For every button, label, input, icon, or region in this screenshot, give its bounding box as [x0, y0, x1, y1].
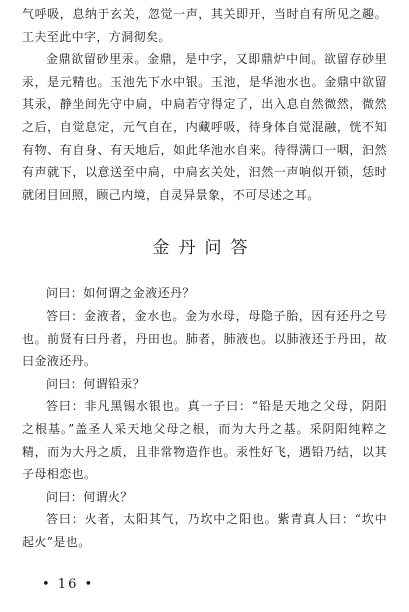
- qa-answer: 答曰：非凡黑锡水银也。真一子曰：“铅是天地之父母，阴阳之根基。”盖圣人采天地父母之根，而为大丹之基。采阴阳纯粹之精，而为大丹之质，且非常物造作也。汞性好飞，遇铅乃结，以其子母相恋也。: [22, 399, 387, 482]
- page-number: • 16 •: [42, 577, 95, 592]
- paragraph-golden-cauldron: 金鼎欲留砂里汞。金鼎，是中字，又即鼎炉中间。欲留存砂里汞，是元精也。玉池先下水中银。玉池，是华池水也。金鼎中欲留其汞，静坐间先守中扃，中扃若守得定了，出入息自然微然，微然之后，自觉息定，元气自在，内藏呼吸，待身体自觉混融，恍不知有物、有自身、有天地后，如此华池水自来。待得满口一咽，汩然有声就下，以意送至中扃，中扃玄关处，汩然一声响似开锁，恁时就闭目回照，顾己内境，自灵异景象，不可尽述之耳。: [22, 52, 387, 202]
- qa-question: 问曰：如何谓之金液还丹？: [46, 286, 195, 301]
- qa-answer: 答曰：火者，太阳其气，乃坎中之阳也。紫青真人曰：“坎中起火”是也。: [22, 512, 387, 549]
- section-title: 金丹问答: [152, 238, 257, 259]
- paragraph-continued: 气呼吸，息纳于玄关，忽觉一声，其关即开，当时自有所见之趣。工夫至此中字，方洞彻矣。: [22, 7, 387, 44]
- qa-answer: 答曰：金液者，金水也。金为水母，母隐子胎，因有还丹之号也。前贤有曰丹者，丹田也。肺者，肺液也。以肺液还于丹田，故曰金液还丹。: [22, 308, 387, 369]
- qa-question: 问曰：何谓铅汞？: [46, 376, 146, 391]
- qa-question: 问曰：何谓火？: [46, 489, 133, 504]
